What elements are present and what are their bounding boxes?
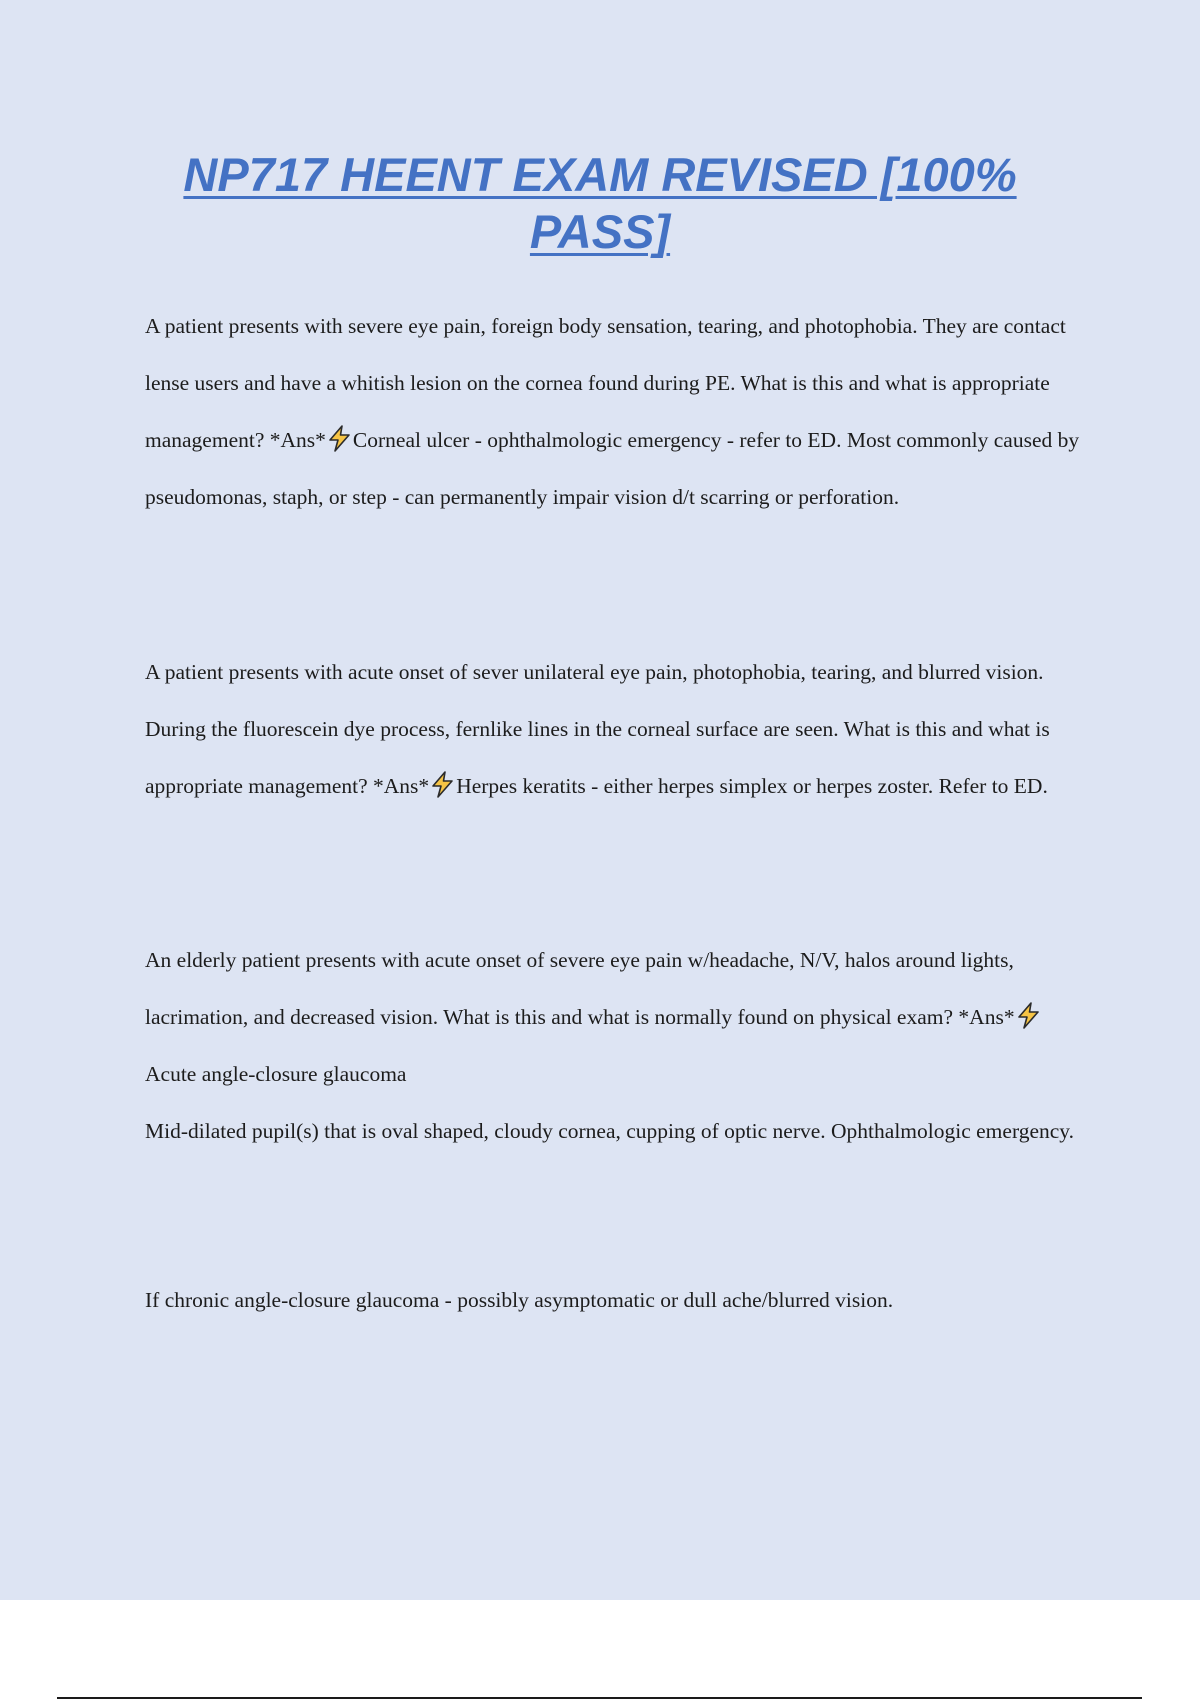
lightning-bolt-icon bbox=[327, 417, 352, 444]
answer-marker: *Ans* bbox=[269, 428, 326, 452]
question-text: An elderly patient presents with acute onset of severe eye pain w/headache, N/V, halos around lights, lacrimation, and decreased vision. What is this and what is normally found on physical exam? bbox=[145, 948, 1014, 1029]
answer-marker: *Ans* bbox=[373, 774, 430, 798]
question-text: A patient presents with severe eye pain, foreign body sensation, tearing, and photophobia. They are contact lense users and have a whitish lesion on the cornea found during PE. What is this and what is appropriate management? bbox=[145, 314, 1066, 452]
answer-text: Herpes keratits - either herpes simplex or herpes zoster. Refer to ED. bbox=[456, 774, 1048, 798]
qa-item-2 bbox=[145, 644, 1090, 815]
question-text: A patient presents with acute onset of sever unilateral eye pain, photophobia, tearing, and blurred vision. During the fluorescein dye process, fernlike lines in the corneal surface are seen. What is this and what is appropriate management? bbox=[145, 660, 1050, 798]
footer-divider bbox=[57, 1697, 1142, 1699]
lightning-bolt-icon bbox=[1016, 994, 1041, 1021]
answer-continued-text: Mid-dilated pupil(s) that is oval shaped, cloudy cornea, cupping of optic nerve. Ophthalmologic emergency. bbox=[145, 1119, 1075, 1143]
note-paragraph: If chronic angle-closure glaucoma - possibly asymptomatic or dull ache/blurred vision. bbox=[145, 1288, 894, 1312]
qa-item-3 bbox=[145, 932, 1090, 1160]
document-title: NP717 HEENT EXAM REVISED [100% PASS] bbox=[183, 148, 1017, 258]
answer-text: Corneal ulcer - ophthalmologic emergency - refer to ED. Most commonly caused by pseudomonas, staph, or step - can permanently impair vision d/t scarring or perforation. bbox=[145, 428, 1080, 509]
answer-text: Acute angle-closure glaucoma bbox=[145, 1062, 407, 1086]
lightning-bolt-icon bbox=[430, 763, 455, 790]
answer-marker: *Ans* bbox=[958, 1005, 1015, 1029]
qa-item-1 bbox=[145, 298, 1090, 526]
